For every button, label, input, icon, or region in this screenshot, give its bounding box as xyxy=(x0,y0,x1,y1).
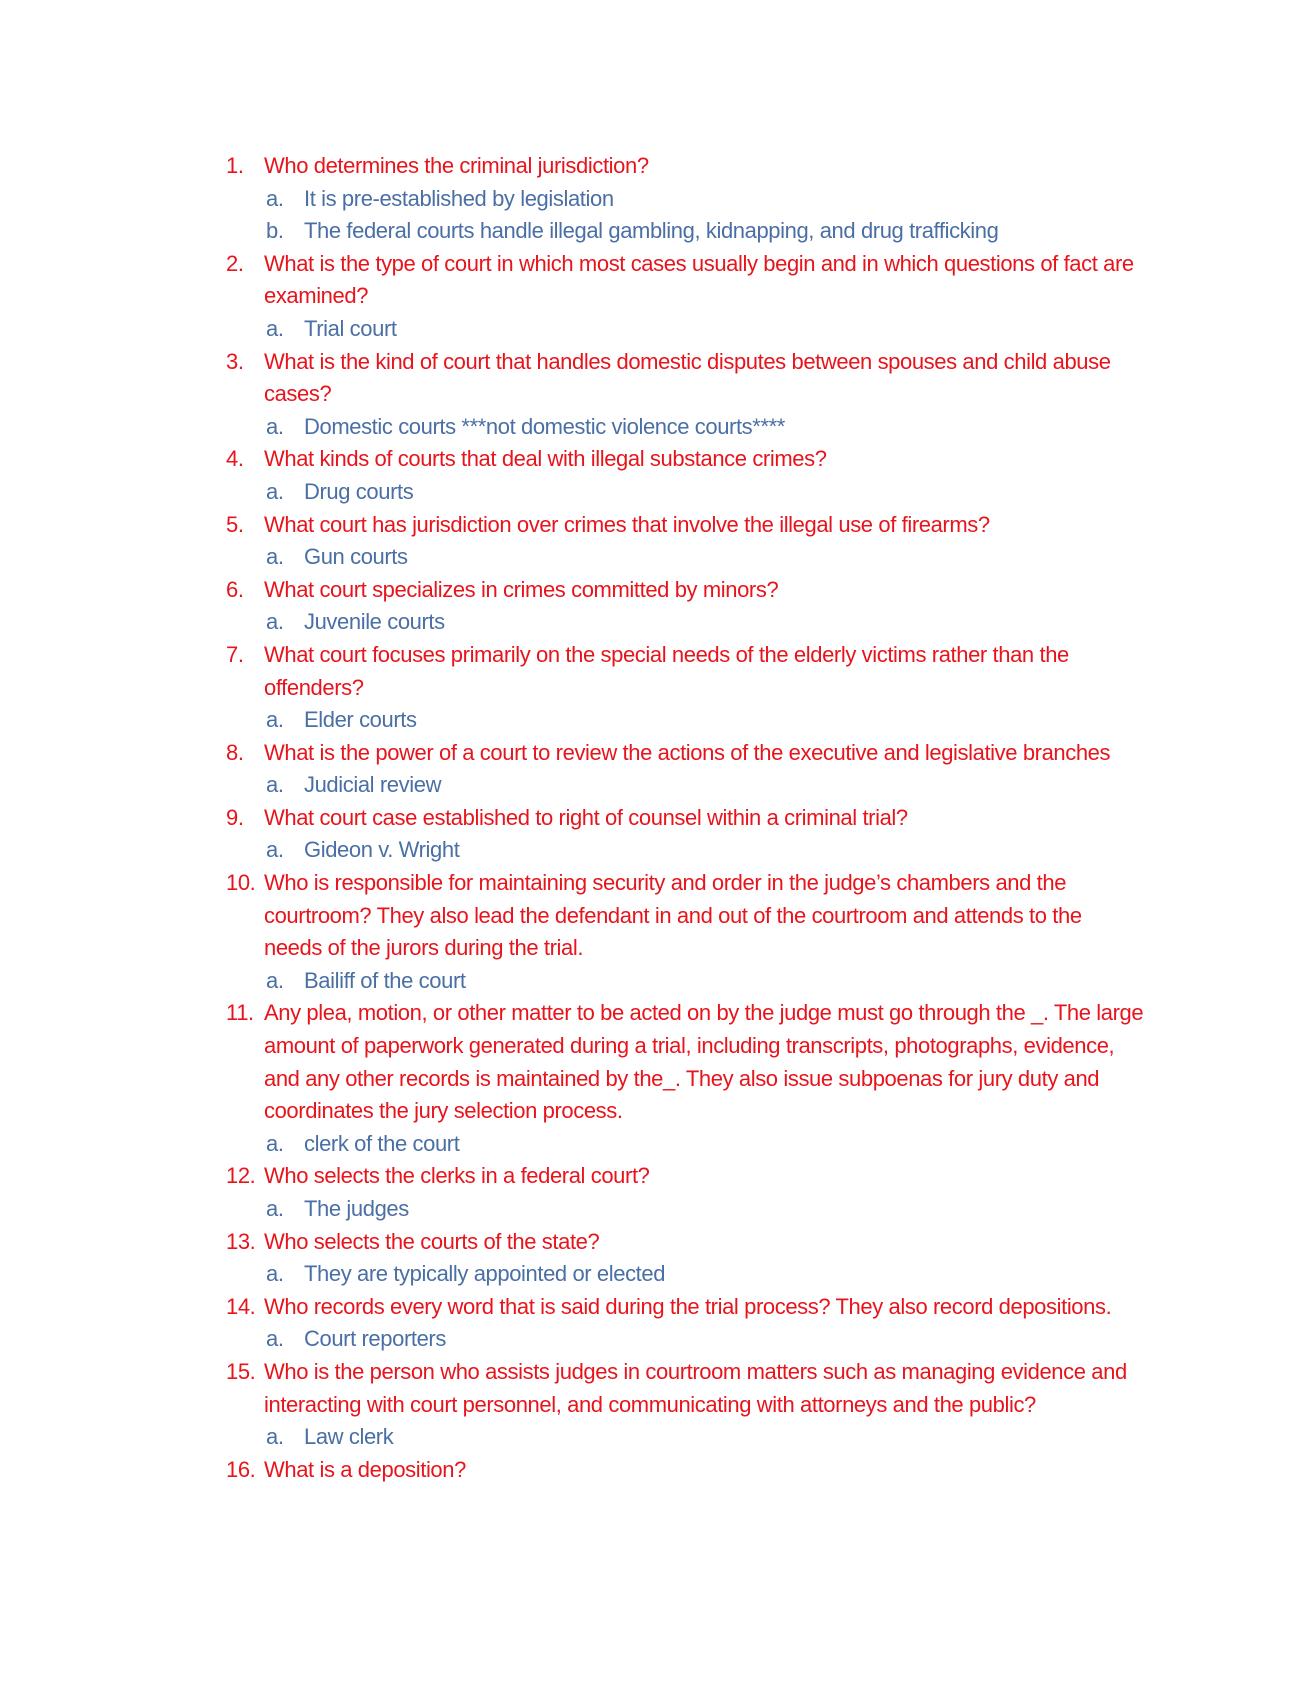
question-item xyxy=(226,997,1156,1160)
answer-line xyxy=(226,606,1156,639)
answer-letter: a. xyxy=(266,837,284,863)
question-line xyxy=(226,509,1156,542)
answer-line xyxy=(226,313,1156,346)
answer-line xyxy=(226,183,1156,216)
question-line xyxy=(226,1454,1156,1487)
question-item xyxy=(226,150,1156,248)
question-item xyxy=(226,509,1156,574)
question-line xyxy=(226,346,1156,411)
question-text: What court focuses primarily on the special needs of the elderly victims rather than the offenders? xyxy=(264,641,1069,700)
answer-letter: a. xyxy=(266,1130,284,1156)
answer-letter: a. xyxy=(266,609,284,635)
question-line xyxy=(226,639,1156,704)
answer-text: Drug courts xyxy=(304,478,414,504)
answer-letter: a. xyxy=(266,315,284,341)
answer-letter: a. xyxy=(266,544,284,570)
question-text: Who records every word that is said during the trial process? They also record depositions. xyxy=(264,1293,1112,1319)
answer-line xyxy=(226,965,1156,998)
question-text: What is a deposition? xyxy=(264,1456,466,1482)
answer-text: Trial court xyxy=(304,315,397,341)
answer-text: It is pre-established by legislation xyxy=(304,185,614,211)
answer-text: Gun courts xyxy=(304,544,408,570)
question-line xyxy=(226,248,1156,313)
question-text: Who selects the clerks in a federal court? xyxy=(264,1163,650,1189)
question-text: What court specializes in crimes committed by minors? xyxy=(264,576,779,602)
question-text: What is the kind of court that handles domestic disputes between spouses and child abuse cases? xyxy=(264,348,1111,407)
answer-text: Law clerk xyxy=(304,1424,394,1450)
answer-text: The federal courts handle illegal gambling, kidnapping, and drug trafficking xyxy=(304,218,999,244)
answer-line xyxy=(226,1128,1156,1161)
question-text: Who is responsible for maintaining security and order in the judge’s chambers and the courtroom? They also lead the defendant in and out of the courtroom and attends to the needs of the jurors during the trial. xyxy=(264,870,1082,961)
question-text: What is the type of court in which most cases usually begin and in which questions of fact are examined? xyxy=(264,250,1134,309)
answer-line xyxy=(226,1421,1156,1454)
question-line xyxy=(226,1226,1156,1259)
answer-text: Juvenile courts xyxy=(304,609,445,635)
question-line xyxy=(226,997,1156,1127)
question-text: What court case established to right of counsel within a criminal trial? xyxy=(264,804,908,830)
question-number: 1. xyxy=(226,153,244,178)
question-item xyxy=(226,1160,1156,1225)
question-item xyxy=(226,1291,1156,1356)
question-number: 8. xyxy=(226,739,244,765)
question-item xyxy=(226,346,1156,444)
answer-line xyxy=(226,834,1156,867)
answer-line xyxy=(226,1193,1156,1226)
question-number: 16. xyxy=(226,1456,256,1482)
question-number: 5. xyxy=(226,511,244,537)
question-item xyxy=(226,1454,1156,1487)
answer-line xyxy=(226,215,1156,248)
answer-letter: b. xyxy=(266,218,284,244)
question-number: 11. xyxy=(226,1000,254,1026)
question-item xyxy=(226,574,1156,639)
question-item xyxy=(226,443,1156,508)
answer-text: Judicial review xyxy=(304,772,442,798)
question-list xyxy=(226,150,1156,1486)
answer-text: Gideon v. Wright xyxy=(304,837,460,863)
answer-line xyxy=(226,1258,1156,1291)
answer-letter: a. xyxy=(266,413,284,439)
answer-letter: a. xyxy=(266,707,284,733)
question-number: 3. xyxy=(226,348,244,374)
question-number: 14. xyxy=(226,1293,256,1319)
question-line xyxy=(226,867,1156,965)
question-item xyxy=(226,639,1156,737)
answer-line xyxy=(226,1323,1156,1356)
answer-text: Bailiff of the court xyxy=(304,967,466,993)
question-number: 4. xyxy=(226,446,244,472)
question-line xyxy=(226,737,1156,770)
question-text: Who is the person who assists judges in courtroom matters such as managing evidence and interacting with court personnel, and communicating with attorneys and the public? xyxy=(264,1358,1127,1417)
question-line xyxy=(226,1160,1156,1193)
question-number: 13. xyxy=(226,1228,256,1254)
answer-line xyxy=(226,411,1156,444)
question-item xyxy=(226,1226,1156,1291)
answer-letter: a. xyxy=(266,1196,284,1221)
question-text: Any plea, motion, or other matter to be acted on by the judge must go through the _. The large amount of paperwork generated during a trial, including transcripts, photographs, evidence, and any other records is maintained by the_. They also issue subpoenas for jury duty and coordinates the jury selection process. xyxy=(264,1000,1144,1124)
question-number: 10. xyxy=(226,870,256,896)
question-text: What kinds of courts that deal with illegal substance crimes? xyxy=(264,446,827,472)
question-text: Who determines the criminal jurisdiction? xyxy=(264,153,649,178)
answer-letter: a. xyxy=(266,185,284,211)
question-line xyxy=(226,802,1156,835)
answer-line xyxy=(226,476,1156,509)
answer-letter: a. xyxy=(266,967,284,993)
question-line xyxy=(226,574,1156,607)
answer-line xyxy=(226,769,1156,802)
question-number: 9. xyxy=(226,804,244,830)
answer-line xyxy=(226,541,1156,574)
answer-text: clerk of the court xyxy=(304,1130,460,1156)
question-line xyxy=(226,443,1156,476)
question-item xyxy=(226,802,1156,867)
question-item xyxy=(226,867,1156,997)
answer-text: Elder courts xyxy=(304,707,417,733)
question-number: 6. xyxy=(226,576,244,602)
question-line xyxy=(226,1356,1156,1421)
answer-text: Domestic courts ***not domestic violence courts**** xyxy=(304,413,785,439)
question-line xyxy=(226,1291,1156,1324)
answer-letter: a. xyxy=(266,1424,284,1450)
question-number: 12. xyxy=(226,1163,256,1189)
question-line xyxy=(226,150,1156,183)
answer-letter: a. xyxy=(266,478,284,504)
question-item xyxy=(226,737,1156,802)
answer-letter: a. xyxy=(266,1261,284,1287)
answer-text: The judges xyxy=(304,1196,409,1221)
question-text: What is the power of a court to review the actions of the executive and legislative branches xyxy=(264,739,1111,765)
question-item xyxy=(226,248,1156,346)
answer-letter: a. xyxy=(266,772,284,798)
question-number: 7. xyxy=(226,641,244,667)
question-number: 2. xyxy=(226,250,244,276)
question-item xyxy=(226,1356,1156,1454)
answer-text: They are typically appointed or elected xyxy=(304,1261,666,1287)
question-text: Who selects the courts of the state? xyxy=(264,1228,600,1254)
question-number: 15. xyxy=(226,1358,256,1384)
question-text: What court has jurisdiction over crimes that involve the illegal use of firearms? xyxy=(264,511,990,537)
answer-line xyxy=(226,704,1156,737)
answer-text: Court reporters xyxy=(304,1326,446,1352)
answer-letter: a. xyxy=(266,1326,284,1352)
